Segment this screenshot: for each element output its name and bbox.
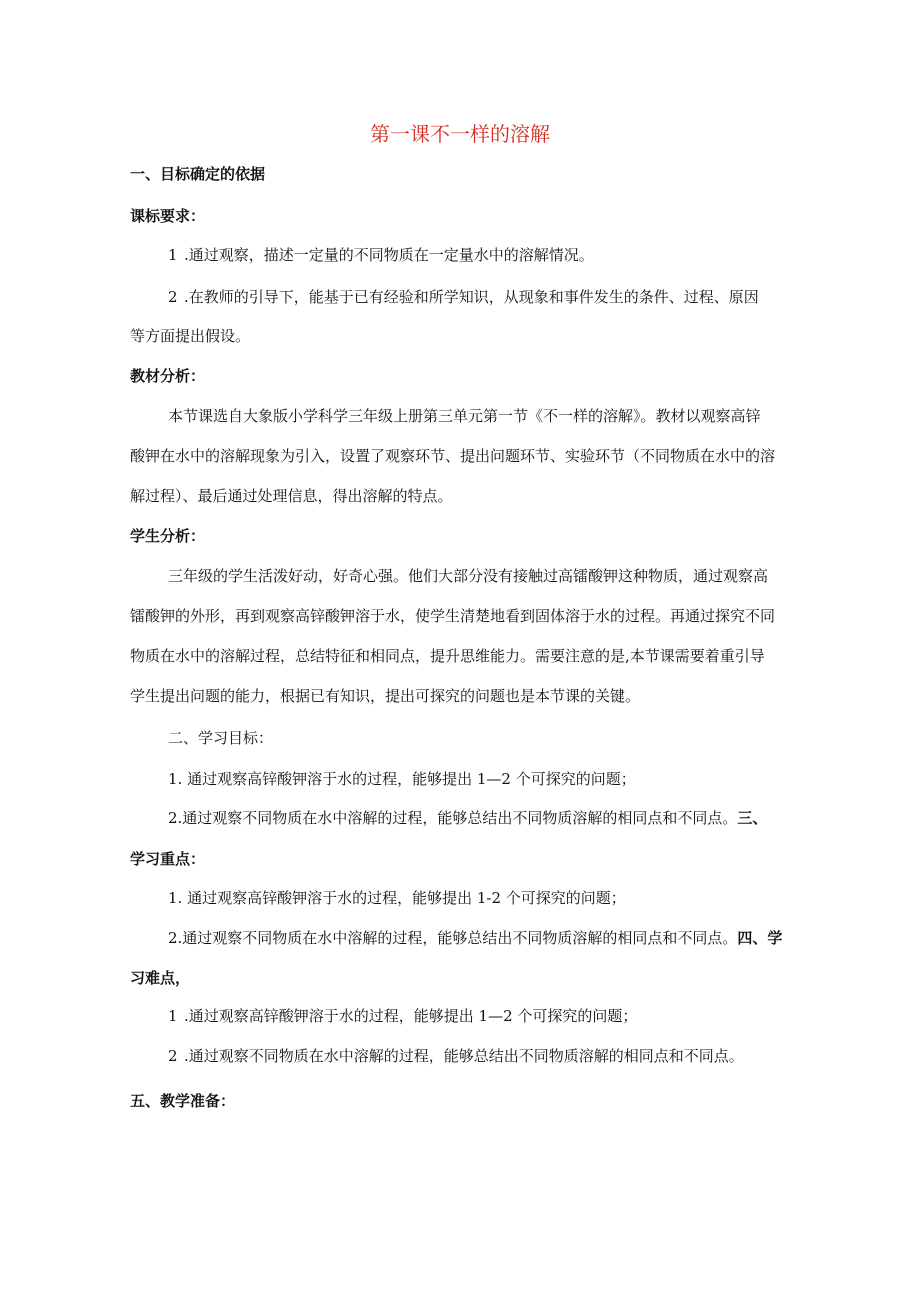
item-number: 1 (168, 246, 178, 264)
item-text: .通过观察不同物质在水中溶解的过程，能够总结出不同物质溶解的相同点和不同点。 (184, 1047, 744, 1065)
student-analysis-line: 三年级的学生活泼好动，好奇心强。他们大部分没有接触过高镭酸钾这种物质，通过观察高 (168, 567, 769, 585)
curriculum-requirements-heading: 课标要求： (130, 207, 206, 225)
textbook-analysis-heading: 教材分析： (130, 367, 206, 385)
section-4-number: 四、学 (737, 929, 783, 947)
section-1-heading: 一、目标确定的依据 (130, 165, 266, 183)
item-text: .在教师的引导下，能基于已有经验和所学知识，从现象和事件发生的条件、过程、原因 (184, 288, 759, 306)
section-3-heading: 学习重点： (130, 850, 206, 868)
learning-goal-2 (168, 811, 767, 826)
curriculum-item-1 (168, 248, 594, 263)
curriculum-item-2-continued: 等方面提出假设。 (130, 327, 251, 345)
section-5-heading: 五、教学准备： (130, 1092, 236, 1110)
textbook-analysis-line: 酸钾在水中的溶解现象为引入，设置了观察环节、提出问题环节、实验环节（不同物质在水中的溶 (130, 447, 776, 465)
page-title: 第一课不一样的溶解 (370, 122, 550, 146)
student-analysis-line: 物质在水中的溶解过程，总结特征和相同点，提升思维能力。需要注意的是,本节课需要着重引导 (130, 647, 765, 665)
key-point-1: 1. 通过观察高锌酸钾溶于水的过程，能够提出 1-2 个可探究的问题； (168, 889, 626, 907)
student-analysis-line: 镭酸钾的外形，再到观察高锌酸钾溶于水，使学生清楚地看到固体溶于水的过程。再通过探究不同 (130, 607, 776, 625)
textbook-analysis-line: 解过程）、最后通过处理信息，得出溶解的特点。 (130, 487, 453, 505)
student-analysis-heading: 学生分析： (130, 527, 206, 545)
student-analysis-line: 学生提出问题的能力，根据已有知识，提出可探究的问题也是本节课的关键。 (130, 687, 641, 705)
key-point-2 (168, 931, 782, 946)
item-text: .通过观察高锌酸钾溶于水的过程，能够提出 1—2 个可探究的问题； (184, 1007, 638, 1025)
difficulty-item-1 (168, 1009, 637, 1024)
item-text: .通过观察，描述一定量的不同物质在一定量水中的溶解情况。 (184, 246, 594, 264)
curriculum-item-2 (168, 290, 759, 305)
section-2-heading: 二、学习目标： (168, 729, 274, 747)
section-3-number: 三、 (737, 809, 768, 827)
difficulty-item-2 (168, 1049, 744, 1064)
learning-goal-2-text: 2.通过观察不同物质在水中溶解的过程，能够总结出不同物质溶解的相同点和不同点。 (168, 809, 738, 827)
item-number: 2 (168, 1047, 178, 1065)
item-number: 1 (168, 1007, 178, 1025)
item-number: 2 (168, 288, 178, 306)
learning-goal-1: 1. 通过观察高锌酸钾溶于水的过程，能够提出 1—2 个可探究的问题； (168, 770, 636, 788)
key-point-2-text: 2.通过观察不同物质在水中溶解的过程，能够总结出不同物质溶解的相同点和不同点。 (168, 929, 738, 947)
section-4-heading: 习难点， (130, 969, 191, 987)
textbook-analysis-line: 本节课选自大象版小学科学三年级上册第三单元第一节《不一样的溶解》。教材以观察高锌 (168, 407, 761, 425)
